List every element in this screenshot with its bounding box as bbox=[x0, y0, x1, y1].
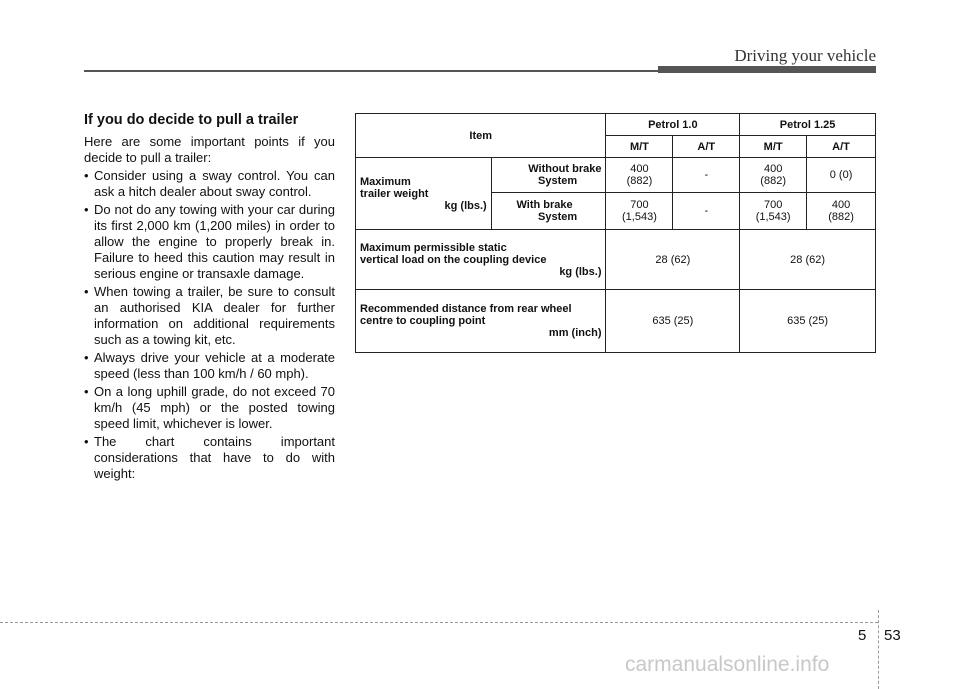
watermark: carmanualsonline.info bbox=[625, 653, 830, 676]
cell-value-secondary: (1,543) bbox=[622, 211, 657, 223]
cell-value: - bbox=[704, 169, 709, 181]
max-trailer-weight-label bbox=[356, 158, 492, 230]
table-cell bbox=[807, 158, 876, 193]
cell-value-secondary: (1,543) bbox=[755, 211, 791, 223]
trailer-section bbox=[84, 112, 335, 482]
table-cell bbox=[740, 193, 807, 230]
transmission-header: M/T bbox=[740, 136, 807, 158]
row-label-line: System bbox=[538, 211, 578, 223]
cell-value: 700 bbox=[763, 199, 783, 211]
table-cell: 28 (62) bbox=[740, 230, 876, 290]
engine-header: Petrol 1.25 bbox=[740, 114, 876, 136]
table-cell: 635 (25) bbox=[606, 290, 740, 353]
row-label-line: trailer weight bbox=[360, 187, 429, 200]
row-label-line: Maximum permissible static bbox=[360, 241, 507, 254]
cell-value-secondary: (882) bbox=[760, 175, 786, 187]
section-number: 5 bbox=[858, 627, 867, 644]
table-cell: 28 (62) bbox=[606, 230, 740, 290]
cell-value: 0 (0) bbox=[829, 169, 853, 181]
list-item: • The chart contains important considerations that have to do with weight: bbox=[84, 434, 335, 482]
cell-value: 700 bbox=[630, 199, 649, 211]
section-title: If you do decide to pull a trailer bbox=[84, 112, 299, 128]
unit-label: kg (lbs.) bbox=[559, 265, 602, 278]
unit-label: mm (inch) bbox=[548, 327, 602, 339]
cell-value: 400 bbox=[630, 163, 649, 175]
engine-header: Petrol 1.0 bbox=[606, 114, 740, 136]
table-cell: 635 (25) bbox=[740, 290, 876, 353]
header-rule-accent bbox=[658, 66, 876, 73]
static-load-label bbox=[356, 230, 606, 290]
header-title: Driving your vehicle bbox=[734, 46, 876, 65]
header-rule bbox=[84, 70, 660, 72]
tips-list bbox=[84, 168, 335, 482]
list-item: • Always drive your vehicle at a moderate speed (less than 100 km/h / 60 mph). bbox=[84, 350, 335, 382]
table-cell bbox=[606, 158, 673, 193]
transmission-header: A/T bbox=[807, 136, 876, 158]
list-item: • On a long uphill grade, do not exceed 70 km/h (45 mph) or the posted towing speed limit, whichever is lower. bbox=[84, 384, 335, 432]
with-brake-label bbox=[491, 193, 606, 230]
footer-rule bbox=[0, 622, 878, 623]
section-intro: Here are some important points if you decide to pull a trailer: bbox=[84, 134, 335, 165]
distance-label bbox=[356, 290, 606, 353]
table-cell bbox=[740, 158, 807, 193]
list-item: • Do not do any towing with your car during its first 2,000 km (1,200 miles) in order to allow the engine to properly break in. Failure to heed this caution may result in serious engine or transaxle damage. bbox=[84, 202, 335, 282]
cell-value: 400 bbox=[831, 199, 851, 211]
cell-value-secondary: (882) bbox=[626, 175, 653, 187]
trailer-weight-table bbox=[355, 113, 876, 353]
transmission-header: A/T bbox=[673, 136, 740, 158]
table-cell bbox=[606, 193, 673, 230]
cell-value: - bbox=[704, 205, 709, 217]
cell-value-secondary: (882) bbox=[828, 211, 854, 223]
table-cell bbox=[673, 158, 740, 193]
list-item: • Consider using a sway control. You can ask a hitch dealer about sway control. bbox=[84, 168, 335, 200]
row-label-line: centre to coupling point bbox=[360, 315, 486, 327]
unit-label: kg (lbs.) bbox=[444, 199, 487, 212]
row-label-line: System bbox=[538, 175, 578, 187]
cell-value: 400 bbox=[763, 163, 783, 175]
page-number: 53 bbox=[884, 627, 901, 644]
row-label-line: With brake bbox=[516, 199, 573, 211]
list-item: • When towing a trailer, be sure to consult an authorised KIA dealer for further information on additional requirements such as a towing kit, etc. bbox=[84, 284, 335, 348]
table-cell bbox=[807, 193, 876, 230]
transmission-header: M/T bbox=[606, 136, 673, 158]
footer-separator bbox=[878, 610, 879, 689]
row-label-line: vertical load on the coupling device bbox=[360, 253, 547, 266]
table-cell bbox=[673, 193, 740, 230]
item-header: Item bbox=[356, 114, 606, 158]
row-label-line: Maximum bbox=[360, 175, 411, 188]
row-label-line: Recommended distance from rear wheel bbox=[360, 303, 572, 315]
without-brake-label bbox=[491, 158, 606, 193]
row-label-line: Without brake bbox=[528, 163, 602, 175]
